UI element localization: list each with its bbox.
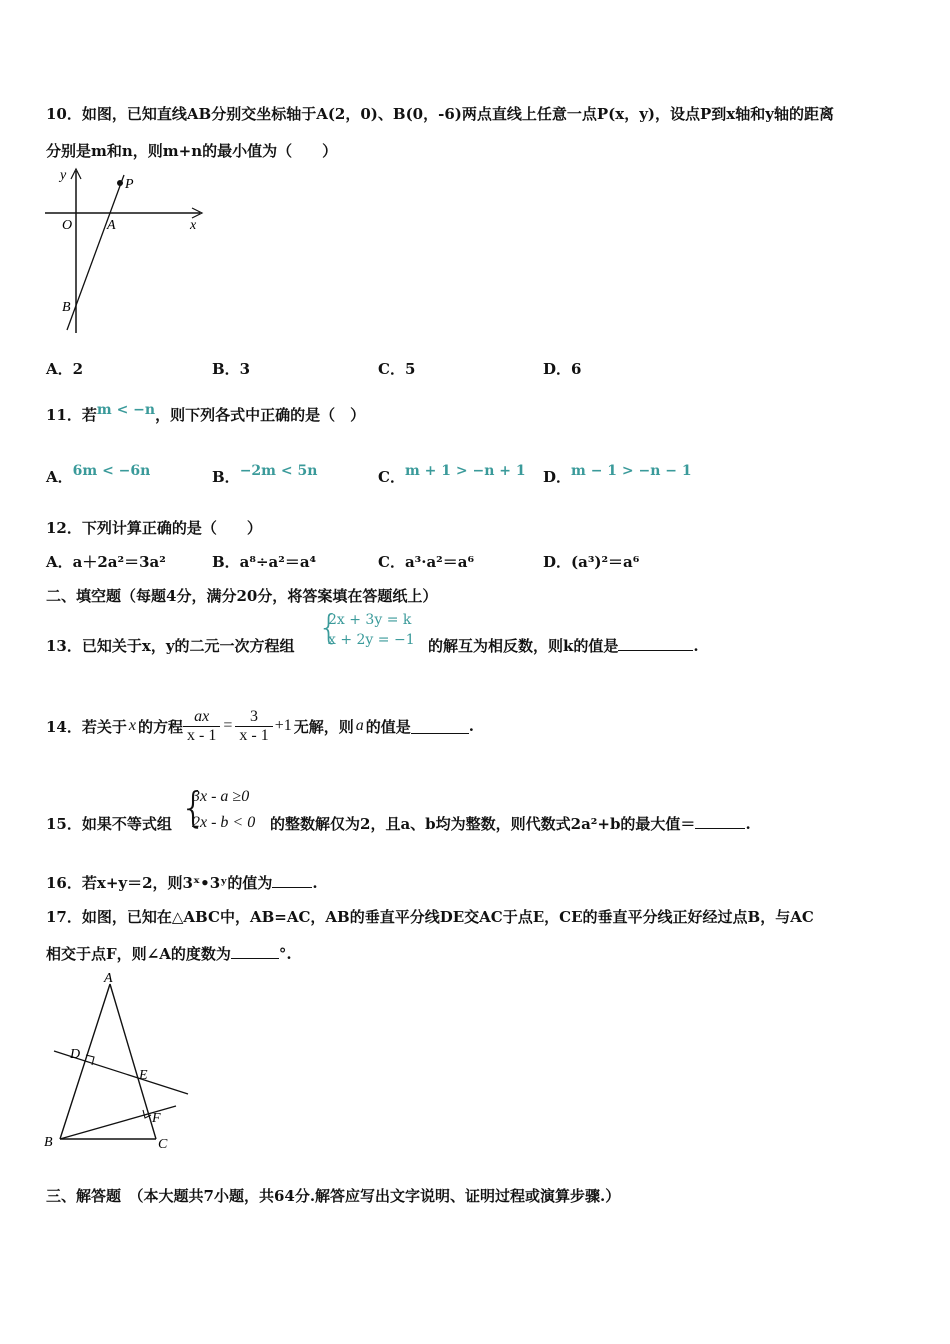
q11-stem: 11．若m < −n，则下列各式中正确的是（ ）: [46, 402, 366, 424]
q11-option-b: B．−2m < 5n: [212, 463, 318, 486]
q17-triangle-figure: [40, 968, 200, 1158]
q15-suffix: 的整数解仅为2，且a、b均为整数，则代数式2a²+b的最大值＝ .: [270, 815, 751, 833]
q11-option-a: A．6m < −6n: [46, 463, 151, 486]
q15-answer-blank: [695, 814, 745, 829]
q13-equation-system: { 2x + 3y = k x + 2y = −1: [318, 608, 415, 648]
q14-line: 14．若关于 x 的方程 $\frac{ax}{x - 1}$ = $\frac{3}{x - 1}$ +1 无解，则 a 的值是 .: [46, 707, 474, 744]
q10-option-a: A．2: [46, 360, 84, 378]
q13-prefix: 13．已知关于x，y的二元一次方程组: [46, 637, 295, 655]
q17-line1: 17．如图，已知在△ABC中，AB=AC，AB的垂直平分线DE交AC于点E，CE的垂直平分线正好经过点B，与AC: [46, 908, 814, 926]
q17-label-a: A: [104, 971, 113, 986]
q13-suffix: 的解互为相反数，则k的值是 .: [428, 637, 699, 655]
section-3-heading: 三、解答题 （本大题共7小题，共64分.解答应写出文字说明、证明过程或演算步骤.）: [46, 1187, 621, 1205]
q12-option-b: B．a⁸÷a²＝a⁴: [212, 553, 317, 571]
q10-label-a: A: [107, 218, 116, 233]
q17-label-e: E: [139, 1068, 148, 1083]
q15-ineq1: 3x - a ≥0: [192, 788, 250, 805]
q14-fraction-left: $\frac{ax}{x - 1}$: [183, 708, 220, 745]
q10-label-y: y: [60, 168, 67, 183]
q15-inequality-system: { 3x - a ≥0 2x - b < 0: [180, 783, 256, 832]
q17-label-f: F: [152, 1111, 161, 1126]
q10-option-b: B．3: [212, 360, 251, 378]
q12-stem: 12．下列计算正确的是（ ）: [46, 519, 262, 537]
q12-option-d: D．(a³)²＝a⁶: [543, 553, 640, 571]
q13-eq1: 2x + 3y = k: [328, 612, 412, 628]
q10-label-b: B: [62, 300, 71, 315]
q17-answer-blank: [231, 944, 279, 959]
q14-answer-blank: [411, 719, 469, 734]
section-2-heading: 二、填空题（每题4分，满分20分，将答案填在答题纸上）: [46, 587, 438, 605]
q12-option-a: A．a＋2a²＝3a²: [46, 553, 166, 571]
q16-line: 16．若x+y＝2，则3ˣ•3ʸ的值为 .: [46, 874, 318, 892]
q11-condition: m < −n: [96, 402, 156, 418]
q15-ineq2: 2x - b < 0: [192, 814, 256, 831]
q17-label-c: C: [158, 1137, 168, 1152]
q15-prefix: 15．如果不等式组: [46, 815, 172, 833]
q17-label-d: D: [70, 1047, 81, 1062]
q10-label-o: O: [62, 218, 73, 233]
q10-coordinate-figure: [40, 165, 210, 340]
q17-line2: 相交于点F，则∠A的度数为 °.: [46, 945, 292, 963]
q11-option-c: C．m + 1 > −n + 1: [378, 463, 526, 486]
q16-answer-blank: [272, 873, 312, 888]
q13-answer-blank: [618, 636, 693, 651]
q10-line1: 10．如图，已知直线AB分别交坐标轴于A(2，0)、B(0，-6)两点直线上任意一点P(x，y)，设点P到x轴和y轴的距离: [46, 105, 834, 123]
q17-label-b: B: [44, 1135, 53, 1150]
q13-eq2: x + 2y = −1: [328, 632, 415, 648]
q14-fraction-right: $\frac{3}{x - 1}$: [235, 708, 272, 745]
q12-option-c: C．a³·a²＝a⁶: [378, 553, 475, 571]
q10-label-x: x: [190, 218, 197, 233]
q10-option-d: D．6: [543, 360, 582, 378]
q10-label-p: P: [125, 177, 134, 192]
q10-line2: 分别是m和n，则m+n的最小值为（ ）: [46, 142, 338, 160]
q11-option-d: D．m − 1 > −n − 1: [543, 463, 692, 486]
q10-option-c: C．5: [378, 360, 416, 378]
